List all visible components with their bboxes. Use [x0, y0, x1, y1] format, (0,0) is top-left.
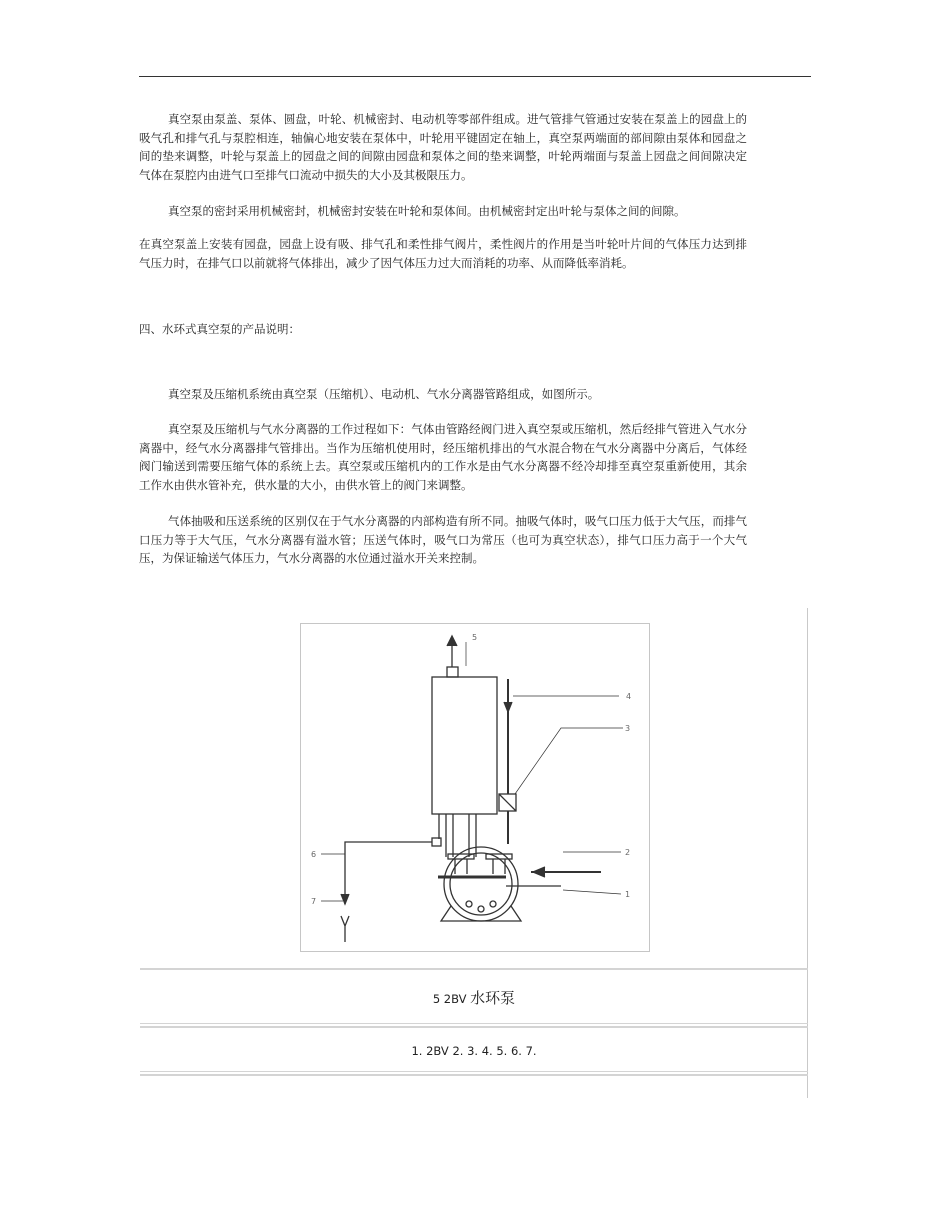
top-outlet — [447, 667, 458, 677]
pump-system-drawing — [301, 624, 649, 951]
paragraph-suction-vs-pressure: 气体抽吸和压送系统的区别仅在于气水分离器的内部构造有所不同。抽吸气体时，吸气口压力低于大气压，而排气口压力等于大气压，气水分离器有溢水管；压送气体时，吸气口为常压（也可为真空状态），排气口压力高于一个大气压，为保证输送气体压力，气水分离器的水位通过溢水开关来控制。 — [139, 514, 747, 565]
paragraph-pump-structure: 真空泵由泵盖、泵体、圆盘，叶轮、机械密封、电动机等零部件组成。进气管排气管通过安装在泵盖上的园盘上的吸气孔和排气孔与泵腔相连，轴偏心地安装在泵体中，叶轮用平键固定在轴上，真空泵两端面的部间隙由泵体和园盘之间的垫来调整，叶轮与泵盖上的园盘之间的间隙由园盘和泵体之间的垫来调整，叶轮两端面与泵盖上园盘之间间隙决定气体在泵腔内由进气口至排气口流动中损失的大小及其极限压力。 — [139, 112, 747, 182]
paragraph-mechanical-seal: 真空泵的密封采用机械密封，机械密封安装在叶轮和泵体间。由机械密封定出叶轮与泵体之间的间隙。 — [168, 204, 686, 218]
pump-system-diagram — [300, 623, 650, 952]
caption-prefix: 5 2BV — [432, 992, 467, 1006]
section-heading-product-description: 四、水环式真空泵的产品说明： — [139, 322, 300, 336]
callout-6: 6 — [311, 850, 317, 859]
header-rule — [139, 76, 811, 77]
pump-casing — [444, 847, 518, 921]
callout-4: 4 — [626, 692, 632, 701]
callout-5: 5 — [472, 633, 478, 642]
paragraph-valve-disc: 在真空泵盖上安装有园盘，园盘上设有吸、排气孔和柔性排气阀片，柔性阀片的作用是当叶轮叶片间的气体压力达到排气压力时，在排气口以前就将气体排出，减少了因气体压力过大而消耗的功率、从而降低率消耗。 — [139, 237, 747, 270]
callout-7: 7 — [311, 897, 317, 906]
figure-legend-row — [140, 1026, 808, 1072]
figure-caption — [140, 970, 808, 1027]
figure-legend: 1. 2BV 2. 3. 4. 5. 6. 7. — [411, 1044, 537, 1058]
caption-main: 水环泵 — [470, 989, 516, 1007]
separator-tank — [432, 677, 497, 814]
paragraph-working-process: 真空泵及压缩机与气水分离器的工作过程如下：气体由管路经阀门进入真空泵或压缩机，然后经排气管进入气水分离器中，经气水分离器排气管排出。当作为压缩机使用时，经压缩机排出的气水混合物在气水分离器中分离后，气体经阀门输送到需要压缩气体的系统上去。真空泵或压缩机内的工作水是由气水分离器不经冷却排至真空泵重新使用，其余工作水由供水管补充，供水量的大小，由供水管上的阀门来调整。 — [139, 422, 747, 492]
callout-2: 2 — [625, 848, 631, 857]
callout-1: 1 — [625, 890, 631, 899]
callout-3: 3 — [625, 724, 631, 733]
paragraph-system-composition: 真空泵及压缩机系统由真空泵（压缩机）、电动机、气水分离器管路组成，如图所示。 — [168, 387, 600, 401]
figure-bottom-rule — [140, 1074, 808, 1078]
figure-caption-row — [140, 968, 808, 1024]
